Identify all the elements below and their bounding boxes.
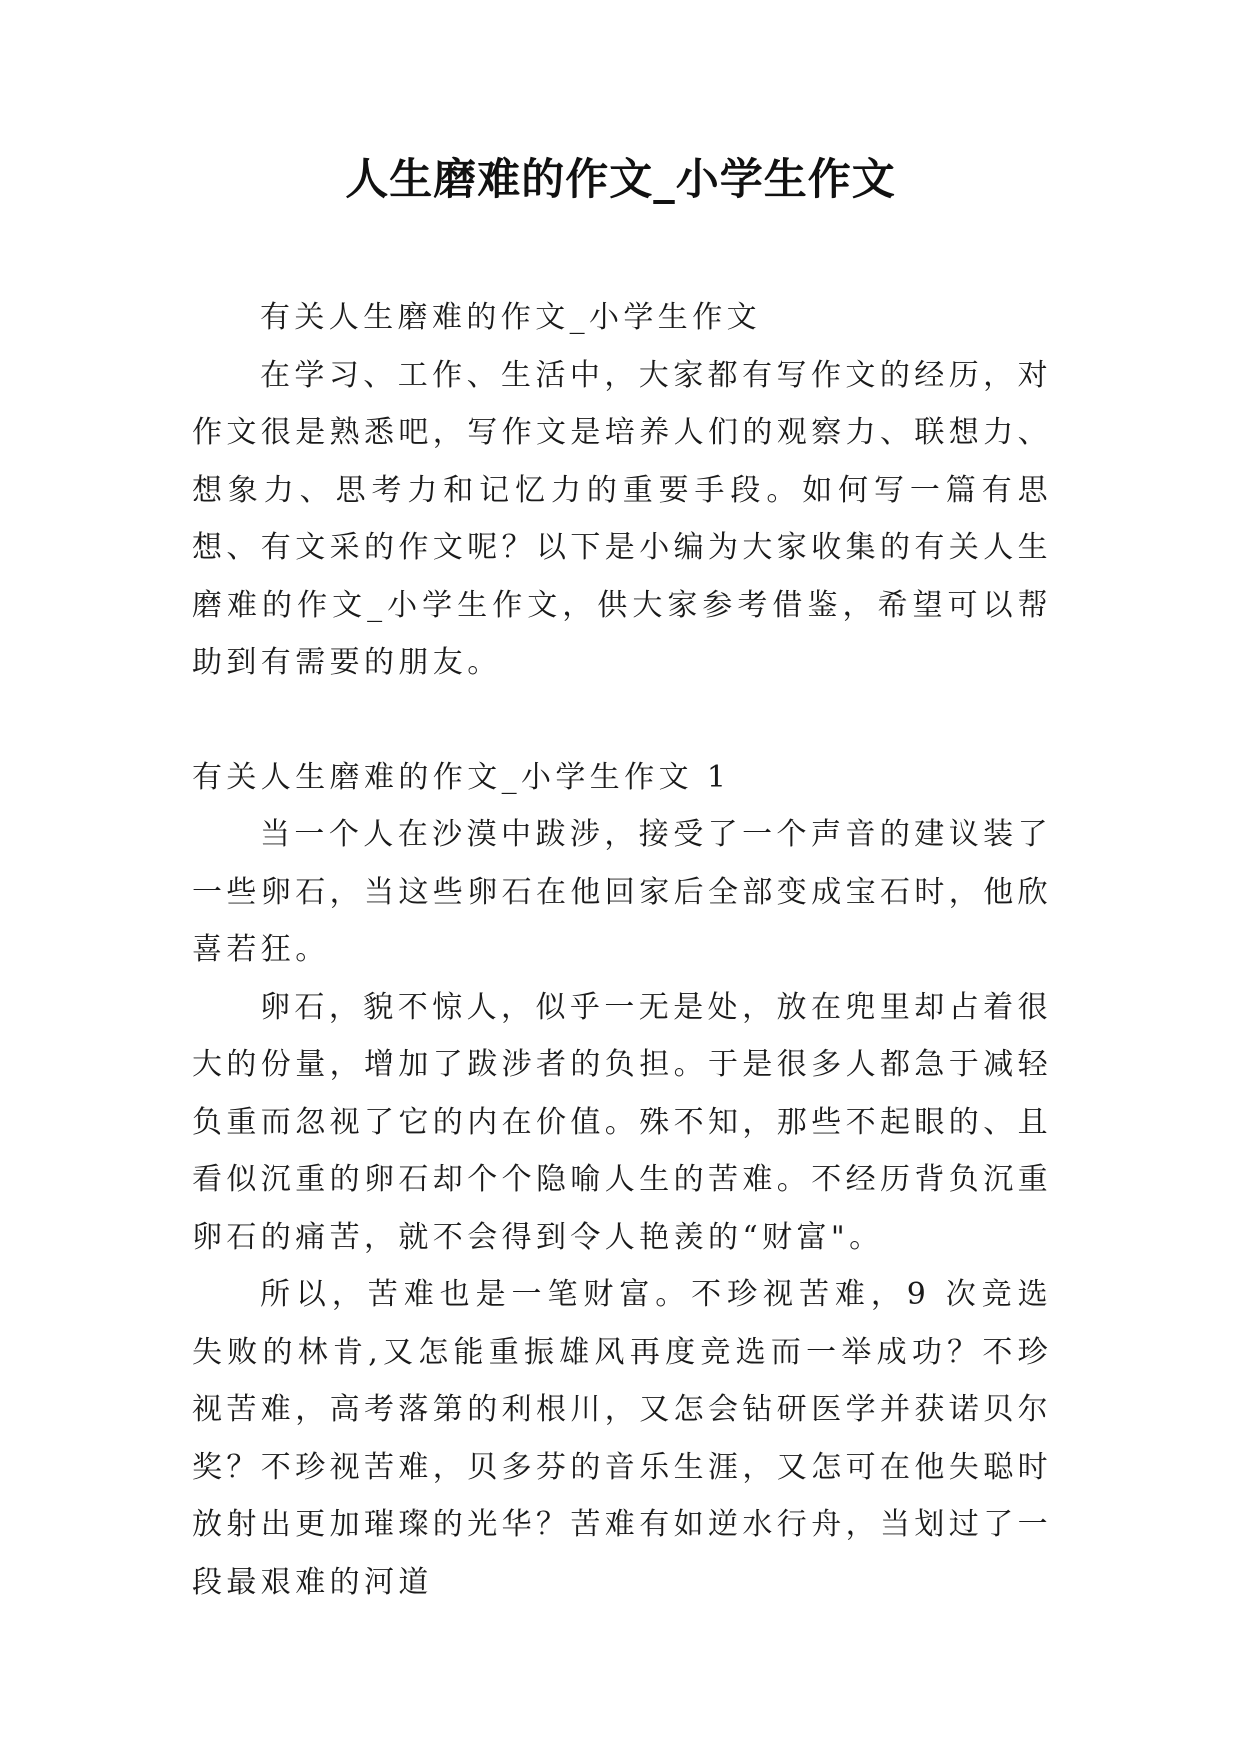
section-heading: 有关人生磨难的作文_小学生作文 1 bbox=[192, 759, 731, 795]
body-paragraph: 卵石，貌不惊人，似乎一无是处，放在兜里却占着很大的份量，增加了跋涉者的负担。于是很多人都急于减轻负重而忽视了它的内在价值。殊不知，那些不起眼的、且看似沉重的卵石却个个隐喻人生的苦难。不经历背负沉重卵石的痛苦，就不会得到令人艳羡的“财富"。 bbox=[192, 989, 1052, 1255]
intro-paragraph: 在学习、工作、生活中，大家都有写作文的经历，对作文很是熟悉吧，写作文是培养人们的观察力、联想力、想象力、思考力和记忆力的重要手段。如何写一篇有思想、有文采的作文呢？以下是小编为大家收集的有关人生磨难的作文_小学生作文，供大家参考借鉴，希望可以帮助到有需要的朋友。 bbox=[192, 357, 1052, 680]
page-title: 人生磨难的作文_小学生作文 bbox=[345, 155, 896, 205]
document-body bbox=[192, 289, 1052, 1611]
section-spacer bbox=[192, 692, 1052, 749]
body-paragraph: 当一个人在沙漠中跋涉，接受了一个声音的建议装了一些卵石，当这些卵石在他回家后全部变成宝石时，他欣喜若狂。 bbox=[192, 817, 1052, 967]
intro-heading: 有关人生磨难的作文_小学生作文 bbox=[260, 300, 761, 335]
body-paragraph: 所以，苦难也是一笔财富。不珍视苦难，9 次竞选失败的林肯,又怎能重振雄风再度竞选而一举成功？不珍视苦难，高考落第的利根川，又怎会钻研医学并获诺贝尔奖？不珍视苦难，贝多芬的音乐生涯，又怎可在他失聪时放射出更加璀璨的光华？苦难有如逆水行舟，当划过了一段最艰难的河道 bbox=[192, 1277, 1052, 1600]
